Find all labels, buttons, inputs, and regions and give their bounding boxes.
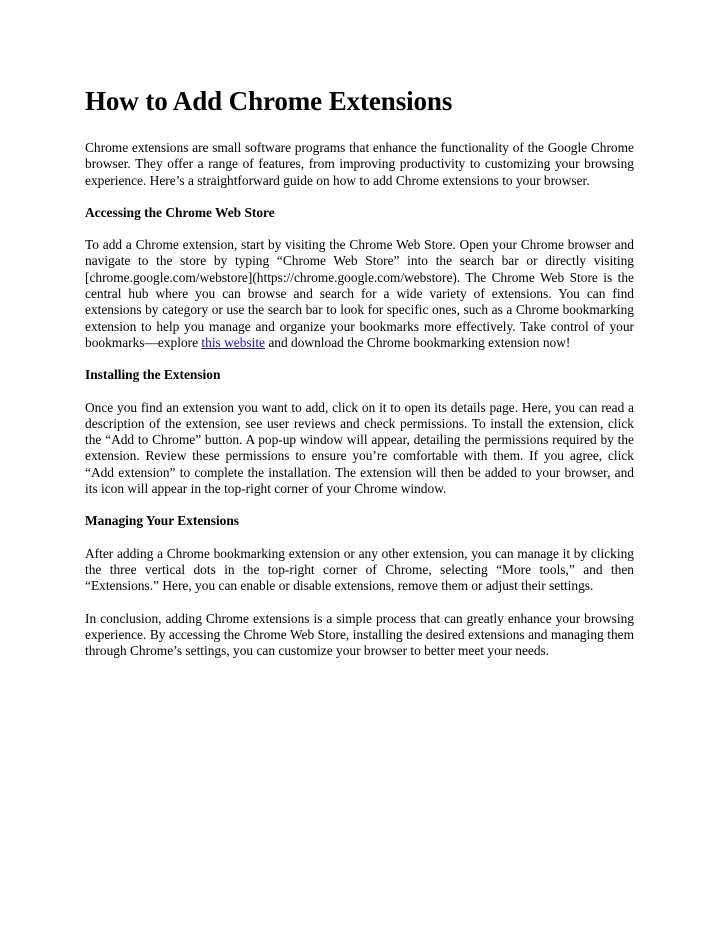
section-paragraph-web-store — [85, 237, 634, 351]
page-title: How to Add Chrome Extensions — [85, 86, 453, 116]
section-heading-managing: Managing Your Extensions — [85, 513, 240, 529]
paragraph-text: To add a Chrome extension, start by visiting the Chrome Web Store. Open your Chrome browser and navigate to the store by typing “Chrome Web Store” into the search bar or directly visiting [chrome.google.com/webstore](https://chrome.google.com/webstore). The Chrome Web Store is the central hub where you can browse and search for a wide variety of extensions. You can find extensions by category or use the search bar to look for specific ones, such as a Chrome bookmarking extension to help you manage and organize your bookmarks more effectively. Take control of your bookmarks—explore — [85, 237, 634, 350]
document-page — [85, 84, 634, 675]
conclusion-paragraph: In conclusion, adding Chrome extensions is a simple process that can greatly enhance your browsing experience. By accessing the Chrome Web Store, installing the desired extensions and managing them through Chrome’s settings, you can customize your browser to better meet your needs. — [85, 610, 634, 659]
section-paragraph-managing: After adding a Chrome bookmarking extension or any other extension, you can manage it by clicking the three vertical dots in the top-right corner of Chrome, selecting “More tools,” and then “Extensions.” Here, you can enable or disable extensions, remove them or adjust their settings. — [85, 545, 634, 594]
section-heading-web-store: Accessing the Chrome Web Store — [85, 204, 275, 220]
intro-paragraph: Chrome extensions are small software programs that enhance the functionality of the Google Chrome browser. They offer a range of features, from improving productivity to customizing your browsing experience. Here’s a straightforward guide on how to add Chrome extensions to your browser. — [85, 140, 634, 188]
paragraph-text: and download the Chrome bookmarking extension now! — [265, 334, 571, 350]
section-heading-installing: Installing the Extension — [85, 367, 221, 383]
this-website-link[interactable]: this website — [201, 334, 266, 350]
section-paragraph-installing: Once you find an extension you want to add, click on it to open its details page. Here, you can read a description of the extension, see user reviews and check permissions. To install the extension, click the “Add to Chrome” button. A pop-up window will appear, detailing the permissions required by the extension. Review these permissions to ensure you’re comfortable with them. If you agree, click “Add extension” to complete the installation. The extension will then be added to your browser, and its icon will appear in the top-right corner of your Chrome window. — [85, 399, 634, 497]
